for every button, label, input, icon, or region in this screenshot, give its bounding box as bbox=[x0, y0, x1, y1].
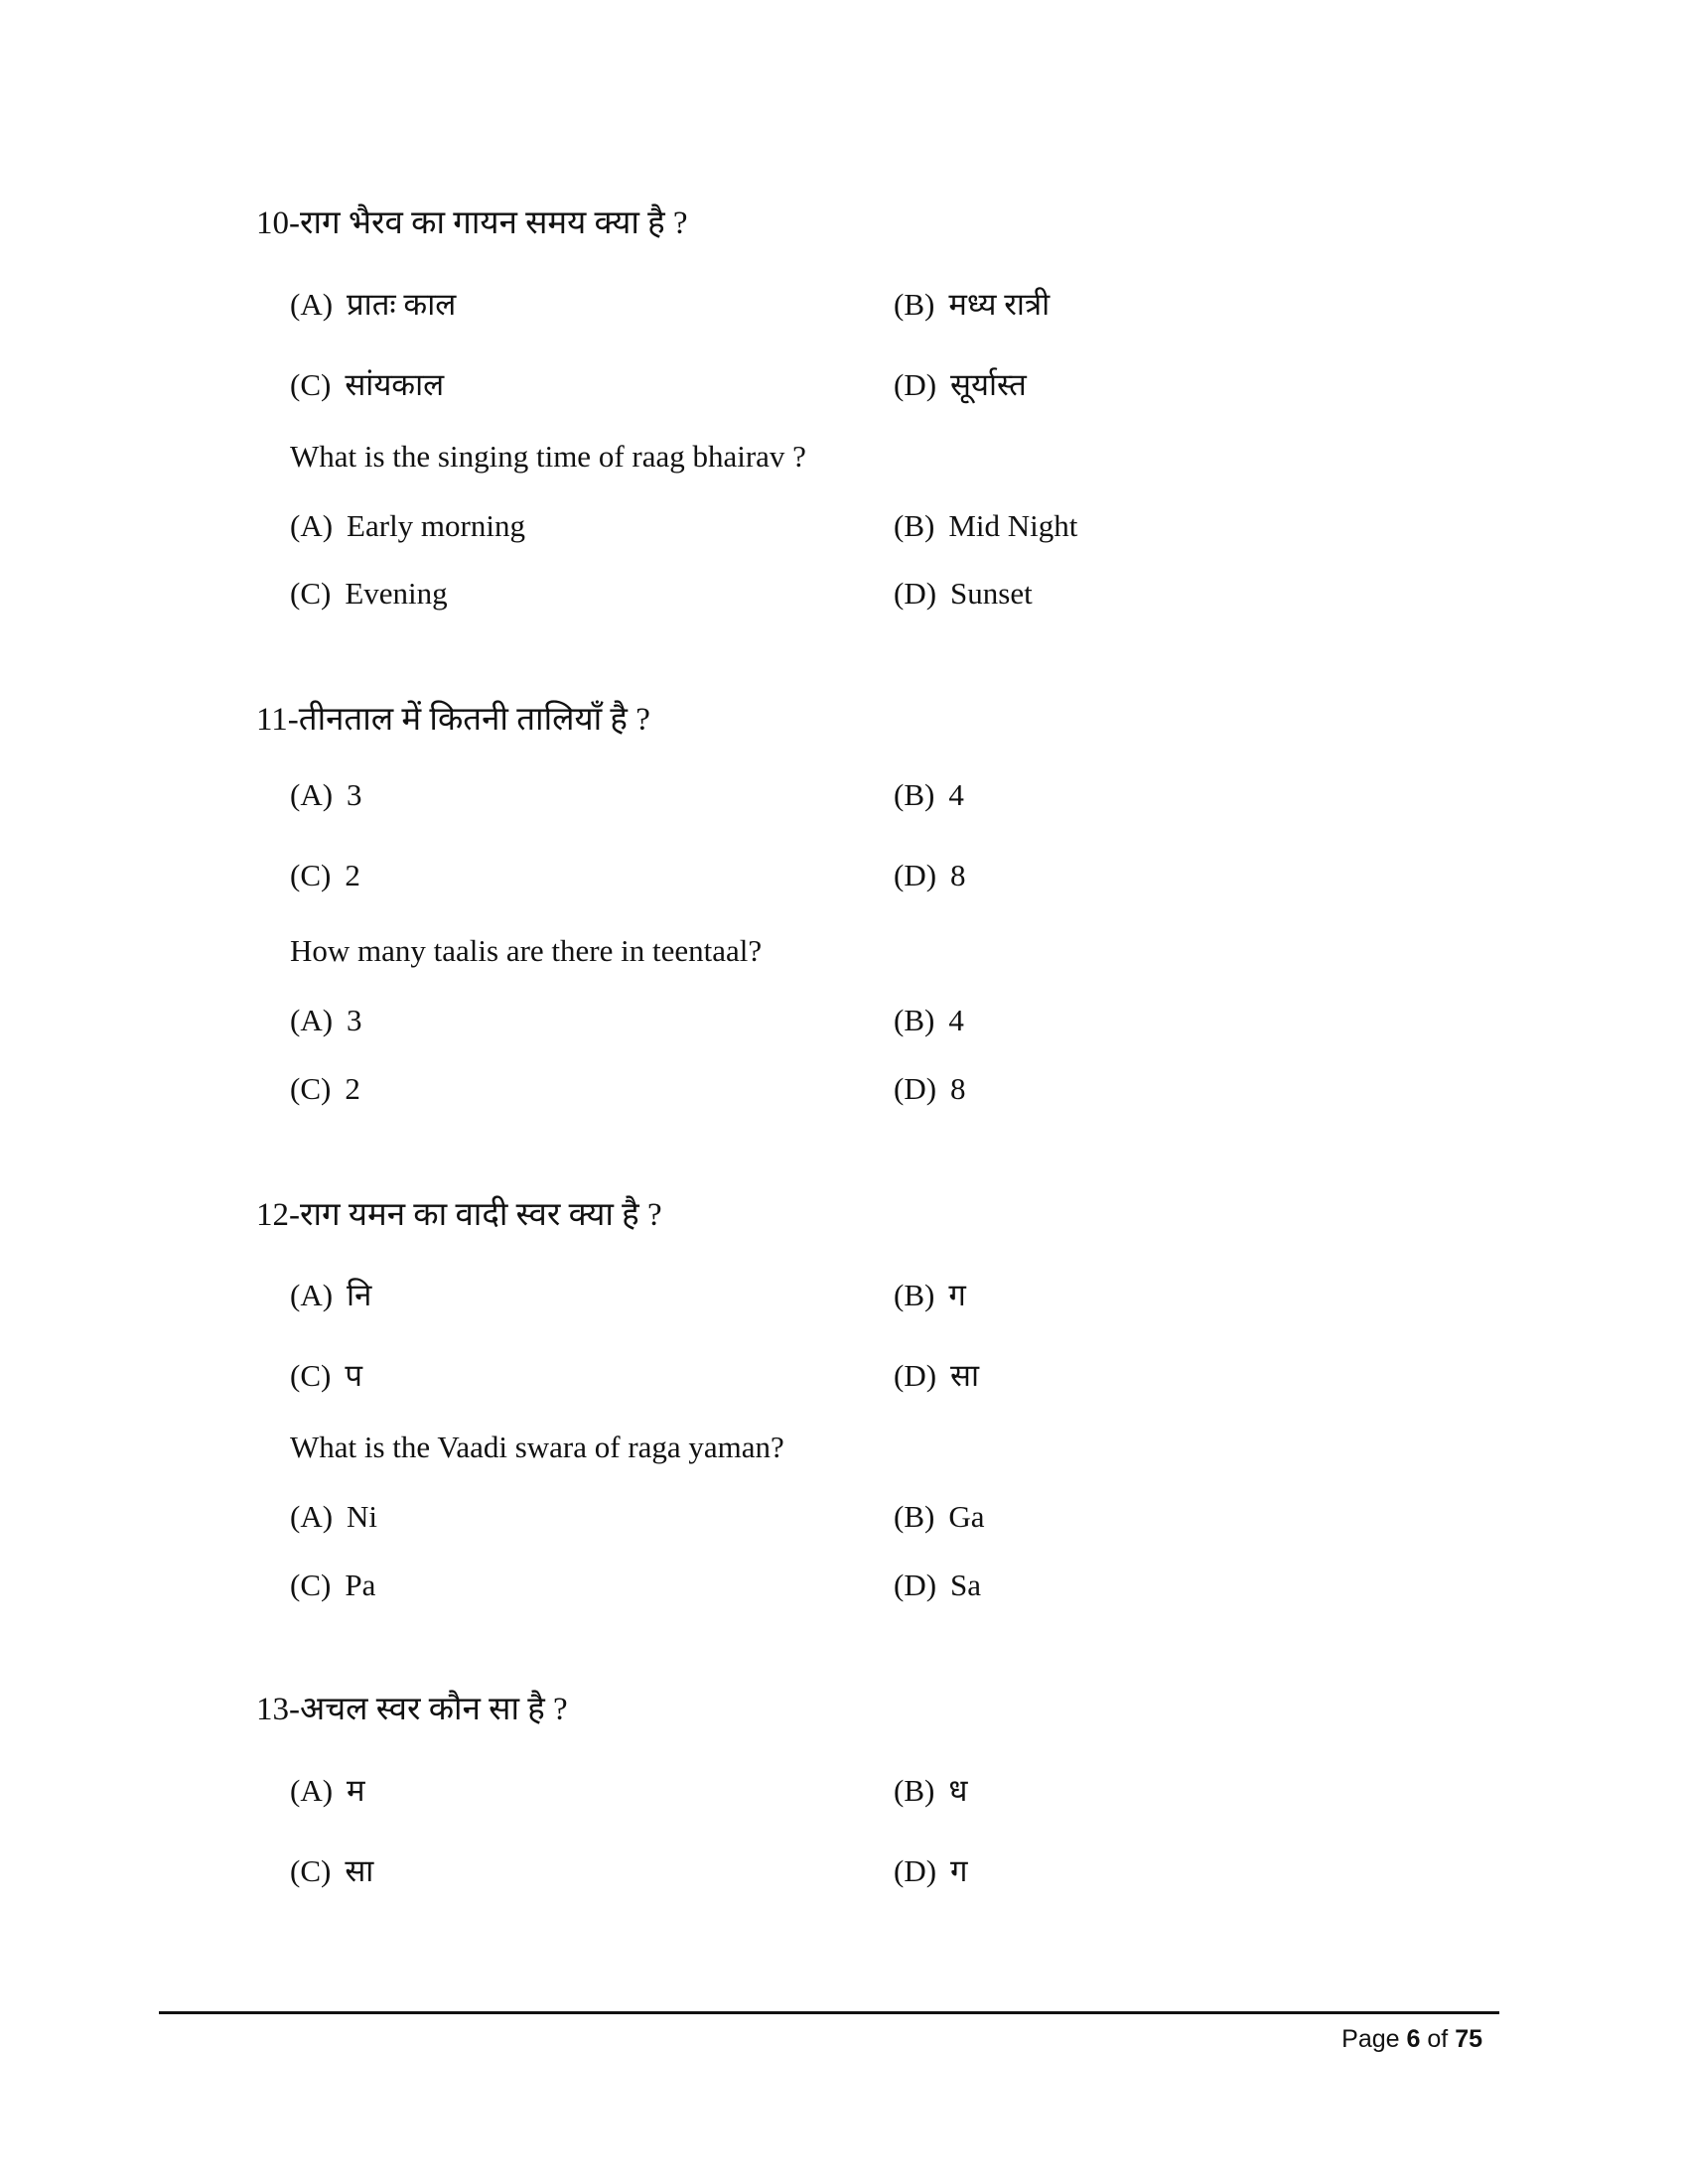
q12-hindi-option-b bbox=[894, 1274, 966, 1315]
page-label: Page bbox=[1341, 2025, 1400, 2053]
q10-hindi-option-d bbox=[894, 363, 1027, 405]
page-of-label: of bbox=[1427, 2025, 1449, 2053]
option-text: 8 bbox=[950, 858, 966, 892]
q13-hindi-option-a bbox=[290, 1769, 365, 1811]
option-letter: (B) bbox=[894, 1003, 935, 1037]
option-text: 3 bbox=[347, 1003, 362, 1037]
option-letter: (A) bbox=[290, 508, 334, 543]
option-text: 4 bbox=[948, 1003, 964, 1037]
option-text: Sa bbox=[950, 1568, 982, 1602]
option-text: सांयकाल bbox=[345, 367, 445, 402]
q12-english-option-d bbox=[894, 1568, 981, 1603]
option-text: Early morning bbox=[347, 508, 525, 543]
q13-hindi-option-c bbox=[290, 1849, 373, 1891]
q12-hindi-option-a bbox=[290, 1274, 371, 1315]
q11-english-option-a bbox=[290, 1003, 362, 1038]
option-letter: (C) bbox=[290, 367, 332, 402]
option-letter: (A) bbox=[290, 1499, 334, 1534]
question-11-hindi: 11-तीनताल में कितनी तालियाँ है ? bbox=[256, 702, 650, 738]
option-text: ध bbox=[948, 1773, 968, 1808]
question-10-hindi: 10-राग भैरव का गायन समय क्या है ? bbox=[256, 205, 688, 241]
total-pages: 75 bbox=[1455, 2025, 1482, 2053]
q10-english-option-d bbox=[894, 576, 1033, 612]
option-letter: (A) bbox=[290, 1773, 334, 1808]
q10-hindi-option-c bbox=[290, 363, 444, 405]
question-11-english: How many taalis are there in teentaal? bbox=[290, 933, 763, 968]
q11-hindi-option-d bbox=[894, 858, 966, 893]
q10-hindi-option-b bbox=[894, 283, 1050, 325]
option-letter: (C) bbox=[290, 858, 332, 892]
q12-english-option-c bbox=[290, 1568, 375, 1603]
option-text: ग bbox=[950, 1853, 968, 1888]
option-letter: (A) bbox=[290, 777, 334, 812]
q11-hindi-option-a bbox=[290, 777, 362, 813]
question-12-english: What is the Vaadi swara of raga yaman? bbox=[290, 1430, 784, 1464]
q13-hindi-option-b bbox=[894, 1769, 967, 1811]
option-letter: (B) bbox=[894, 1499, 935, 1534]
option-letter: (C) bbox=[290, 1071, 332, 1106]
option-text: सा bbox=[950, 1358, 980, 1393]
q10-english-option-c bbox=[290, 576, 448, 612]
current-page: 6 bbox=[1406, 2025, 1421, 2053]
option-text: Mid Night bbox=[948, 508, 1078, 543]
question-10-english: What is the singing time of raag bhairav ? bbox=[290, 439, 806, 474]
option-letter: (D) bbox=[894, 1071, 937, 1106]
option-text: नि bbox=[347, 1278, 372, 1312]
question-13-hindi: 13-अचल स्वर कौन सा है ? bbox=[256, 1692, 568, 1727]
option-text: सूर्यास्त bbox=[950, 367, 1027, 402]
option-letter: (C) bbox=[290, 1568, 332, 1602]
option-letter: (D) bbox=[894, 1358, 937, 1393]
option-text: 8 bbox=[950, 1071, 966, 1106]
option-letter: (D) bbox=[894, 367, 937, 402]
q10-hindi-option-a bbox=[290, 283, 456, 325]
option-text: Ga bbox=[948, 1499, 985, 1534]
option-letter: (D) bbox=[894, 1568, 937, 1602]
option-text: सा bbox=[345, 1853, 374, 1888]
q11-english-option-b bbox=[894, 1003, 964, 1038]
option-text: Sunset bbox=[950, 576, 1033, 611]
option-text: प bbox=[345, 1358, 362, 1393]
option-text: मध्य रात्री bbox=[948, 287, 1051, 322]
q12-hindi-option-c bbox=[290, 1354, 362, 1396]
q12-hindi-option-d bbox=[894, 1354, 979, 1396]
q11-english-option-d bbox=[894, 1071, 966, 1107]
option-text: 4 bbox=[948, 777, 964, 812]
q13-hindi-option-d bbox=[894, 1849, 968, 1891]
q10-english-option-a bbox=[290, 508, 525, 544]
option-letter: (B) bbox=[894, 777, 935, 812]
option-letter: (D) bbox=[894, 576, 937, 611]
question-12-hindi: 12-राग यमन का वादी स्वर क्या है ? bbox=[256, 1197, 662, 1233]
q11-hindi-option-c bbox=[290, 858, 360, 893]
option-letter: (C) bbox=[290, 576, 332, 611]
q12-english-option-a bbox=[290, 1499, 377, 1535]
option-letter: (C) bbox=[290, 1853, 332, 1888]
q11-english-option-c bbox=[290, 1071, 360, 1107]
option-text: Pa bbox=[345, 1568, 376, 1602]
option-letter: (A) bbox=[290, 1278, 334, 1312]
option-text: Ni bbox=[347, 1499, 378, 1534]
option-text: 2 bbox=[345, 858, 360, 892]
option-text: 2 bbox=[345, 1071, 360, 1106]
option-text: म bbox=[347, 1773, 365, 1808]
option-letter: (D) bbox=[894, 858, 937, 892]
option-letter: (D) bbox=[894, 1853, 937, 1888]
page-number bbox=[1341, 2025, 1482, 2054]
option-letter: (A) bbox=[290, 287, 334, 322]
option-letter: (B) bbox=[894, 1278, 935, 1312]
option-text: ग bbox=[948, 1278, 966, 1312]
q12-english-option-b bbox=[894, 1499, 984, 1535]
option-letter: (B) bbox=[894, 508, 935, 543]
q10-english-option-b bbox=[894, 508, 1077, 544]
option-letter: (B) bbox=[894, 287, 935, 322]
option-letter: (C) bbox=[290, 1358, 332, 1393]
footer-divider bbox=[159, 2011, 1499, 2014]
option-letter: (A) bbox=[290, 1003, 334, 1037]
option-text: Evening bbox=[345, 576, 448, 611]
option-text: प्रातः काल bbox=[347, 287, 457, 322]
q11-hindi-option-b bbox=[894, 777, 964, 813]
option-text: 3 bbox=[347, 777, 362, 812]
option-letter: (B) bbox=[894, 1773, 935, 1808]
